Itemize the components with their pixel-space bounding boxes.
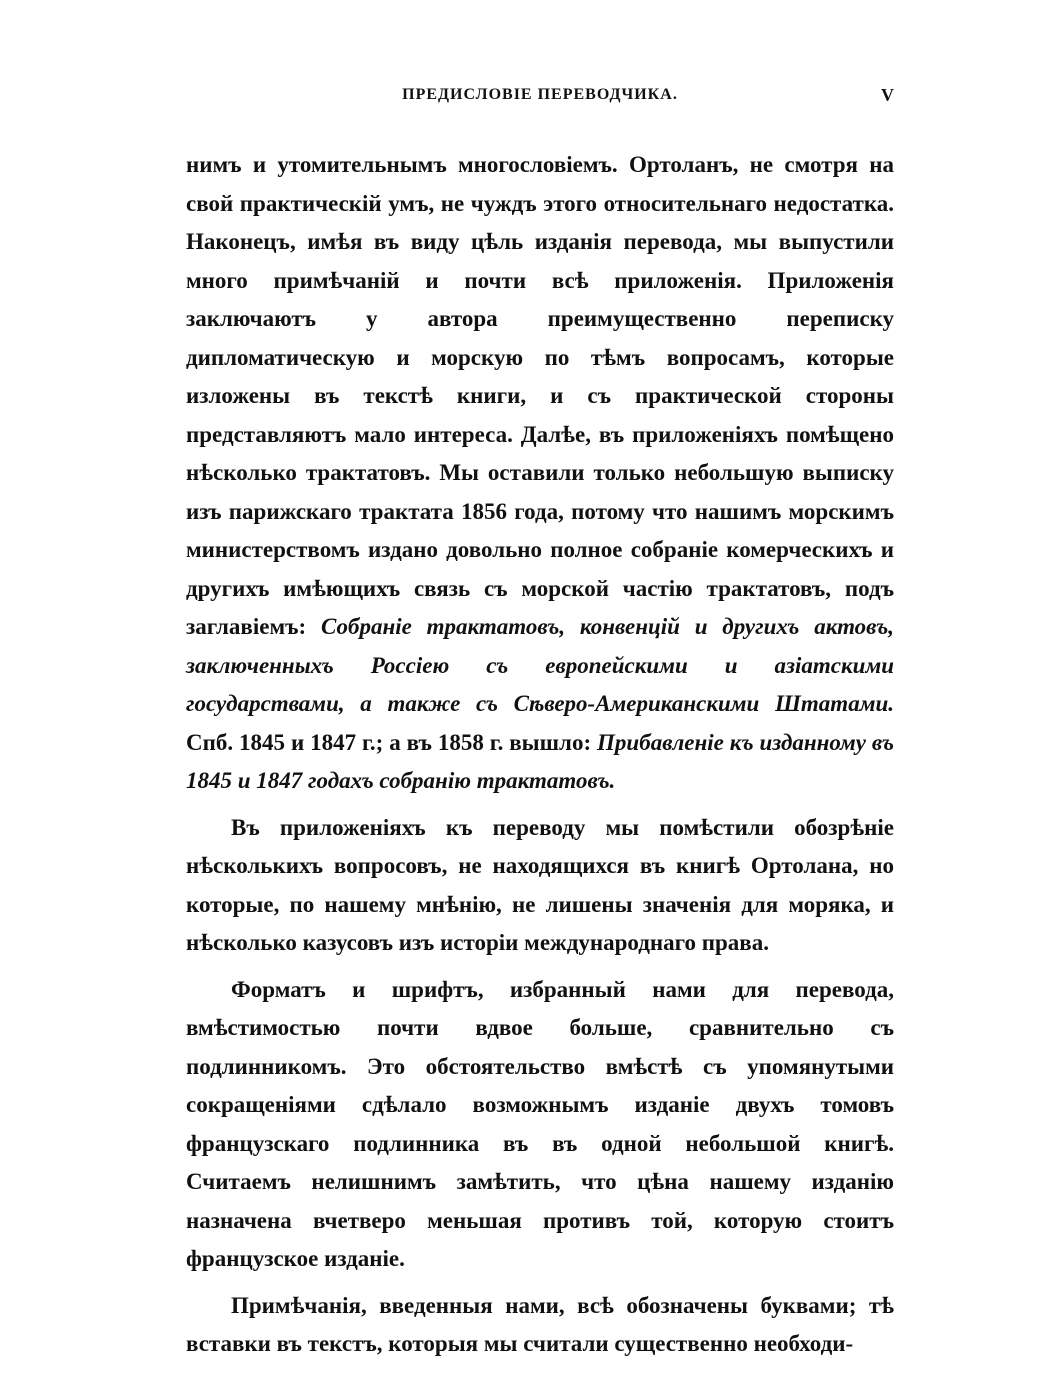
paragraph-1-text-b: Спб. 1845 и 1847 г.; а въ 1858 г. вышло: <box>186 729 598 755</box>
page-number: V <box>881 85 894 105</box>
paragraph-1-italic-title-b: Прибавленіе къ изданному въ 1845 и 1847 годахъ собранію трактатовъ. <box>186 729 894 793</box>
paragraph-3: Форматъ и шрифтъ, избранный нами для перевода, вмѣстимостью почти вдвое больше, сравнительно съ подлинникомъ. Это обстоятельство вмѣстѣ съ упомянутыми сокращеніями сдѣлало возможнымъ изданіе двухъ томовъ французскаго подлинника въ въ одной небольшой книгѣ. Считаемъ нелишнимъ замѣтить, что цѣна нашему изданію назначена вчетверо меньшая противъ той, которую стоитъ французское изданіе. <box>186 976 894 1271</box>
paragraph-1 <box>186 146 894 801</box>
page-header <box>186 86 894 116</box>
paragraph-2: Въ приложеніяхъ къ переводу мы помѣстили обозрѣніе нѣсколькихъ вопросовъ, не находящихся въ книгѣ Ортолана, но которые, по нашему мнѣнію, не лишены значенія для моряка, и нѣсколько казусовъ изъ исторіи международнаго права. <box>186 814 894 955</box>
body-text <box>186 146 894 1364</box>
paragraph-4: Примѣчанія, введенныя нами, всѣ обозначены буквами; тѣ вставки въ текстъ, которыя мы считали существенно необходи- <box>186 1292 894 1356</box>
paragraph-1-italic-title-a: Собраніе трактатовъ, конвенцій и другихъ актовъ, заключенныхъ Россіею съ европейскими и азіатскими государствами, а также съ Сѣверо-Американскими Штатами. <box>186 614 894 716</box>
running-head: ПРЕДИСЛОВІЕ ПЕРЕВОДЧИКА. <box>402 86 678 103</box>
paragraph-1-text-a: нимъ и утомительнымъ многословіемъ. Ортоланъ, не смотря на свой практическій умъ, не чуждъ этого относительнаго недостатка. Наконецъ, имѣя въ виду цѣль изданія перевода, мы выпустили много примѣчаній и почти всѣ приложенія. Приложенія заключаютъ у автора преимущественно переписку дипломатическую и морскую по тѣмъ вопросамъ, которые изложены въ текстѣ книги, и съ практической стороны представляютъ мало интереса. Далѣе, въ приложеніяхъ помѣщено нѣсколько трактатовъ. Мы оставили только небольшую выписку изъ парижскаго трактата 1856 года, потому что нашимъ морскимъ министерствомъ издано довольно полное собраніе комерческихъ и другихъ имѣющихъ связь съ морской частію трактатовъ, подъ заглавіемъ: <box>186 152 894 639</box>
